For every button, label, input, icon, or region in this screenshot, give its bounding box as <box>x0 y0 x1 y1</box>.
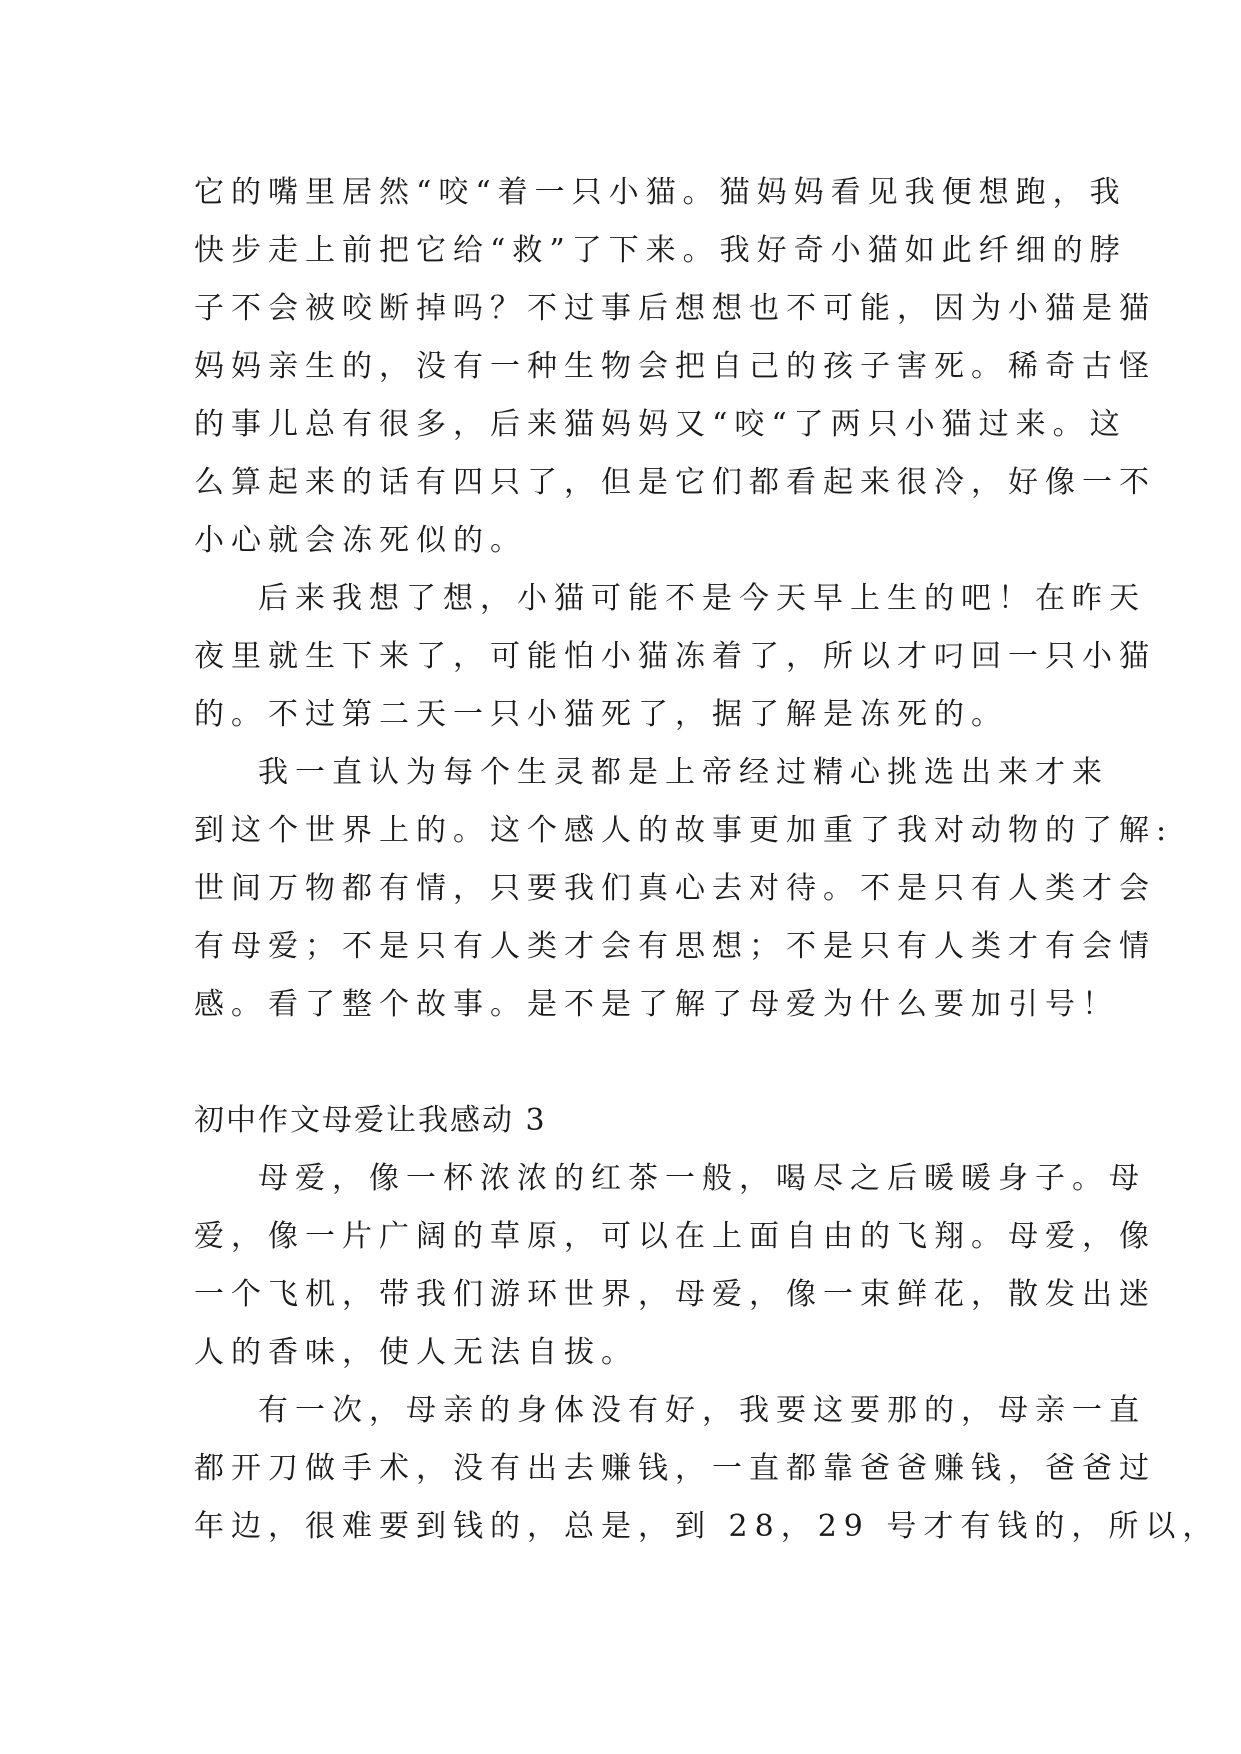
text-line: 爱，像一片广阔的草原，可以在上面自由的飞翔。母爱，像 <box>194 1219 1156 1254</box>
section-spacer <box>194 1034 1064 1092</box>
paragraph-first-line: 我一直认为每个生灵都是上帝经过精心挑选出来才来 <box>258 755 1109 790</box>
text-line: 感。看了整个故事。是不是了解了母爱为什么要加引号！ <box>194 987 1119 1022</box>
paragraph-first-line: 有一次，母亲的身体没有好，我要这要那的，母亲一直 <box>258 1393 1146 1428</box>
text-line: 子不会被咬断掉吗？不过事后想想也不可能，因为小猫是猫 <box>194 291 1156 326</box>
text-line: 一个飞机，带我们游环世界，母爱，像一束鲜花，散发出迷 <box>194 1277 1156 1312</box>
text-line: 么算起来的话有四只了，但是它们都看起来很冷，好像一不 <box>194 465 1156 500</box>
text-line: 到这个世界上的。这个感人的故事更加重了我对动物的了解: <box>194 813 1174 848</box>
text-line: 的事儿总有很多，后来猫妈妈又“咬“了两只小猫过来。这 <box>194 407 1127 442</box>
text-line: 妈妈亲生的，没有一种生物会把自己的孩子害死。稀奇古怪 <box>194 349 1156 384</box>
text-line: 世间万物都有情，只要我们真心去对待。不是只有人类才会 <box>194 871 1156 906</box>
text-line: 快步走上前把它给“救”了下来。我好奇小猫如此纤细的脖 <box>194 233 1127 268</box>
text-line: 年边，很难要到钱的，总是，到 28，29 号才有钱的，所以， <box>194 1509 1220 1544</box>
text-line: 的。不过第二天一只小猫死了，据了解是冻死的。 <box>194 697 1008 732</box>
text-line: 它的嘴里居然“咬“着一只小猫。猫妈妈看见我便想跑，我 <box>194 175 1127 210</box>
text-line: 小心就会冻死似的。 <box>194 523 527 558</box>
document-body <box>194 164 1220 1556</box>
text-line: 人的香味，使人无法自拔。 <box>194 1335 638 1370</box>
text-line: 都开刀做手术，没有出去赚钱，一直都靠爸爸赚钱，爸爸过 <box>194 1451 1156 1486</box>
text-line: 夜里就生下来了，可能怕小猫冻着了，所以才叼回一只小猫 <box>194 639 1156 674</box>
text-line: 有母爱；不是只有人类才会有思想；不是只有人类才有会情 <box>194 929 1156 964</box>
paragraph-first-line: 母爱，像一杯浓浓的红茶一般，喝尽之后暖暖身子。母 <box>258 1161 1146 1196</box>
section-heading: 初中作文母爱让我感动 3 <box>194 1103 547 1138</box>
paragraph-first-line: 后来我想了想，小猫可能不是今天早上生的吧！在昨天 <box>258 581 1146 616</box>
